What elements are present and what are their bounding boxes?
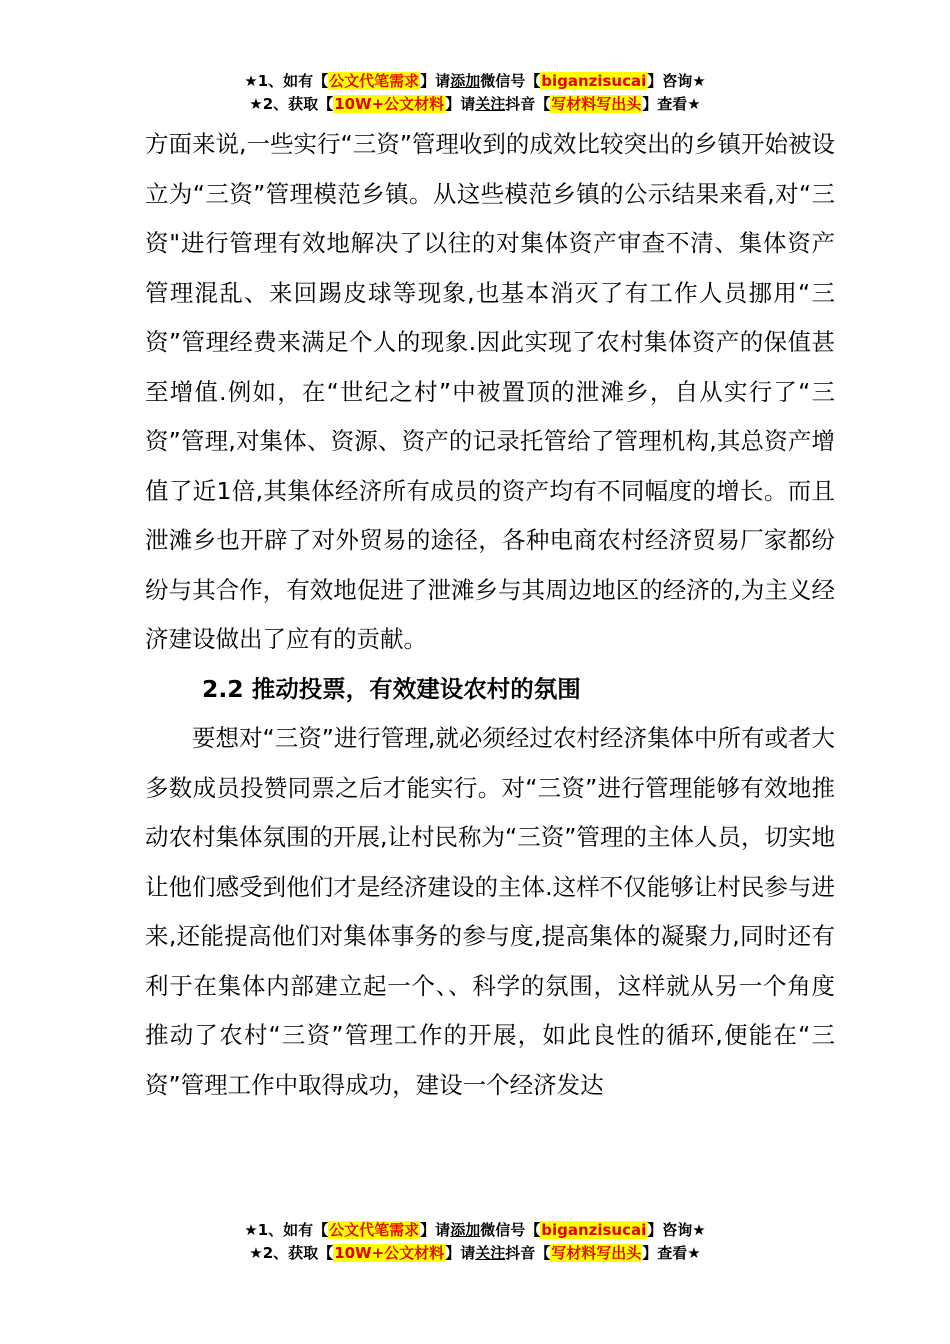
underlined-text: 关注 [475,1244,506,1262]
underlined-text: 关注 [475,95,506,113]
banner-text: ★1、如有【 [244,1221,329,1239]
banner-text: 微信号【 [480,72,541,90]
wechat-id: biganzisucai [541,1221,647,1239]
footer-banner [0,1219,950,1265]
underlined-text: 添加 [450,1221,481,1239]
document-body [145,120,835,1110]
banner-line-2 [0,93,950,116]
banner-text: 】请 [445,95,476,113]
douyin-id: 写材料写出头 [551,95,642,113]
wechat-id: biganzisucai [541,72,647,90]
banner-text: ★2、获取【 [249,95,334,113]
banner-line-2 [0,1242,950,1265]
banner-text: 微信号【 [480,1221,541,1239]
highlight-text: 公文代笔需求 [329,1221,420,1239]
banner-text: 】请 [445,1244,476,1262]
banner-text: ★2、获取【 [249,1244,334,1262]
paragraph-1: 方面来说,一些实行“三资”管理收到的成效比较突出的乡镇开始被设立为“三资”管理模范乡镇。从这些模范乡镇的公示结果来看,对“三资"进行管理有效地解决了以往的对集体资产审查不清、集体资产管理混乱、来回踢皮球等现象,也基本消灭了有工作人员挪用“三资”管理经费来满足个人的现象.因此实现了农村集体资产的保值甚至增值.例如，在“世纪之村”中被置顶的泄滩乡，自从实行了“三资”管理,对集体、资源、资产的记录托管给了管理机构,其总资产增值了近1倍,其集体经济所有成员的资产均有不同幅度的增长。而且泄滩乡也开辟了对外贸易的途径，各种电商农村经济贸易厂家都纷纷与其合作，有效地促进了泄滩乡与其周边地区的经济的,为主义经济建设做出了应有的贡献。 [145,130,835,653]
douyin-id: 写材料写出头 [551,1244,642,1262]
paragraph-2: 要想对“三资”进行管理,就必须经过农村经济集体中所有或者大多数成员投赞同票之后才能实行。对“三资”进行管理能够有效地推动农村集体氛围的开展,让村民称为“三资”管理的主体人员，切实地让他们感受到他们才是经济建设的主体.这样不仅能够让村民参与进来,还能提高他们对集体事务的参与度,提高集体的凝聚力,同时还有利于在集体内部建立起一个、、科学的氛围，这样就从另一个角度推动了农村“三资”管理工作的开展，如此良性的循环,便能在“三资”管理工作中取得成功，建设一个经济发达 [145,724,835,1099]
banner-text: 抖音【 [505,95,551,113]
banner-text: 】请 [420,72,451,90]
banner-text: 】请 [420,1221,451,1239]
highlight-text: 10W+公文材料 [334,95,445,113]
highlight-text: 公文代笔需求 [329,72,420,90]
banner-text: 】咨询★ [647,1221,706,1239]
banner-text: 】查看★ [642,1244,701,1262]
banner-text: ★1、如有【 [244,72,329,90]
banner-text: 抖音【 [505,1244,551,1262]
underlined-text: 添加 [450,72,481,90]
banner-text: 】咨询★ [647,72,706,90]
banner-line-1 [0,1219,950,1242]
section-heading: 2.2 推动投票，有效建设农村的氛围 [202,674,581,703]
header-banner [0,70,950,116]
banner-text: 】查看★ [642,95,701,113]
banner-line-1 [0,70,950,93]
highlight-text: 10W+公文材料 [334,1244,445,1262]
